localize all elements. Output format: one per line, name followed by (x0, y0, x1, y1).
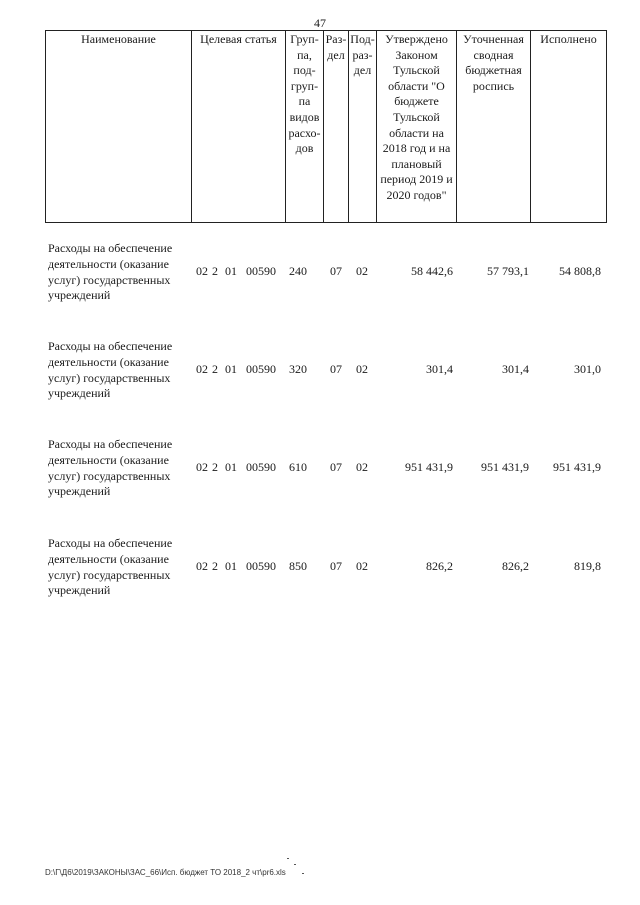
row-executed: 951 431,9 (553, 460, 601, 474)
column-header-name: Наименование (46, 31, 192, 223)
row-group: 240 (289, 264, 307, 278)
row-section: 07 (330, 264, 342, 278)
target-subprogram: 2 (212, 559, 218, 573)
target-program: 02 (196, 559, 208, 573)
column-header-target: Целевая статья (192, 31, 286, 223)
row-subsection: 02 (356, 559, 368, 573)
column-header-subsection: Под-раз-дел (349, 31, 377, 223)
target-direction: 00590 (246, 460, 276, 474)
table-row (45, 437, 606, 517)
row-executed: 301,0 (574, 362, 601, 376)
row-approved: 58 442,6 (411, 264, 453, 278)
target-program: 02 (196, 362, 208, 376)
row-name: Расходы на обеспечение деятельности (оказание услуг) государственных учреждений (48, 339, 173, 401)
target-direction: 00590 (246, 559, 276, 573)
row-group: 320 (289, 362, 307, 376)
row-subsection: 02 (356, 362, 368, 376)
row-subsection: 02 (356, 460, 368, 474)
target-program: 02 (196, 264, 208, 278)
row-executed: 54 808,8 (559, 264, 601, 278)
table-header (45, 30, 607, 223)
target-event: 01 (225, 264, 237, 278)
row-name: Расходы на обеспечение деятельности (оказание услуг) государственных учреждений (48, 536, 173, 598)
row-group: 850 (289, 559, 307, 573)
scan-speck (294, 864, 296, 865)
row-name: Расходы на обеспечение деятельности (оказание услуг) государственных учреждений (48, 437, 173, 499)
row-specified: 826,2 (502, 559, 529, 573)
row-section: 07 (330, 362, 342, 376)
column-header-section: Раз-дел (324, 31, 349, 223)
row-name: Расходы на обеспечение деятельности (оказание услуг) государственных учреждений (48, 241, 173, 303)
row-section: 07 (330, 460, 342, 474)
row-specified: 57 793,1 (487, 264, 529, 278)
target-event: 01 (225, 362, 237, 376)
row-approved: 951 431,9 (405, 460, 453, 474)
row-section: 07 (330, 559, 342, 573)
row-subsection: 02 (356, 264, 368, 278)
target-event: 01 (225, 559, 237, 573)
scan-speck (302, 873, 304, 874)
target-subprogram: 2 (212, 264, 218, 278)
target-direction: 00590 (246, 362, 276, 376)
target-event: 01 (225, 460, 237, 474)
table-row (45, 536, 606, 616)
target-subprogram: 2 (212, 460, 218, 474)
row-group: 610 (289, 460, 307, 474)
column-header-group: Груп-па, под-груп-па видов расхо-дов (286, 31, 324, 223)
page-number: 47 (314, 16, 326, 30)
target-direction: 00590 (246, 264, 276, 278)
row-approved: 826,2 (426, 559, 453, 573)
row-approved: 301,4 (426, 362, 453, 376)
column-header-executed: Исполнено (531, 31, 607, 223)
row-specified: 301,4 (502, 362, 529, 376)
table-row (45, 339, 606, 419)
target-program: 02 (196, 460, 208, 474)
row-specified: 951 431,9 (481, 460, 529, 474)
file-path-footer: D:\Г\Д6\2019\ЗАКОНЫ\ЗАС_66\Исп. бюджет ТО 2018_2 чт\pr6.xls (45, 868, 286, 877)
target-subprogram: 2 (212, 362, 218, 376)
scan-speck (287, 858, 289, 859)
column-header-approved: Утверждено Законом Тульской области "О бюджете Тульской области на 2018 год и на плановый период 2019 и 2020 годов" (377, 31, 457, 223)
table-row (45, 241, 606, 321)
row-executed: 819,8 (574, 559, 601, 573)
column-header-specified: Уточненная сводная бюджетная роспись (457, 31, 531, 223)
